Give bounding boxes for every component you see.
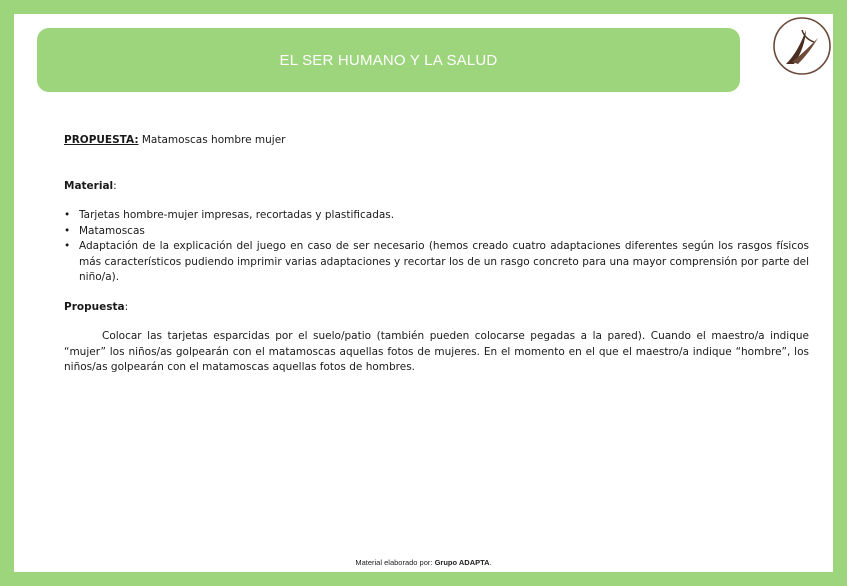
content-body [64, 133, 809, 376]
proposal-text: Matamoscas hombre mujer [138, 134, 286, 146]
proposal-label: PROPUESTA: [64, 134, 139, 146]
propuesta-colon: : [124, 300, 129, 313]
footer-author: Grupo ADAPTA [434, 558, 490, 567]
material-list [64, 208, 809, 286]
material-heading [64, 179, 809, 195]
footer-credit [14, 558, 833, 567]
propuesta-title: Propuesta [64, 300, 125, 313]
page-sheet [14, 14, 833, 572]
list-item: • Tarjetas hombre-mujer impresas, recortadas y plastificadas. [79, 208, 809, 224]
material-title: Material [64, 179, 114, 192]
propuesta-heading [64, 300, 809, 316]
proposal-line [64, 133, 809, 149]
page-title: EL SER HUMANO Y LA SALUD [279, 51, 498, 69]
material-colon: : [113, 179, 117, 192]
list-item: • Matamoscas [79, 224, 809, 240]
list-item: • Adaptación de la explicación del juego en caso de ser necesario (hemos creado cuatro adaptaciones diferentes según los rasgos físicos más característicos pudiendo imprimir varias adaptaciones y recortar los de un rasgo concreto para una mayor comprensión por parte del niño/a). [79, 239, 809, 286]
header-band [37, 28, 740, 92]
hands-emblem-icon [772, 16, 832, 76]
footer-prefix: Material elaborado por: [355, 558, 435, 567]
propuesta-paragraph: Colocar las tarjetas esparcidas por el suelo/patio (también pueden colocarse pegadas a la pared). Cuando el maestro/a indique “mujer” los niños/as golpearán con el matamoscas aquellas fotos de mujeres. En el momento en el que el maestro/a indique “hombre”, los niños/as golpearán con el matamoscas aquellas fotos de hombres. [64, 330, 809, 373]
footer-suffix: . [489, 558, 492, 567]
